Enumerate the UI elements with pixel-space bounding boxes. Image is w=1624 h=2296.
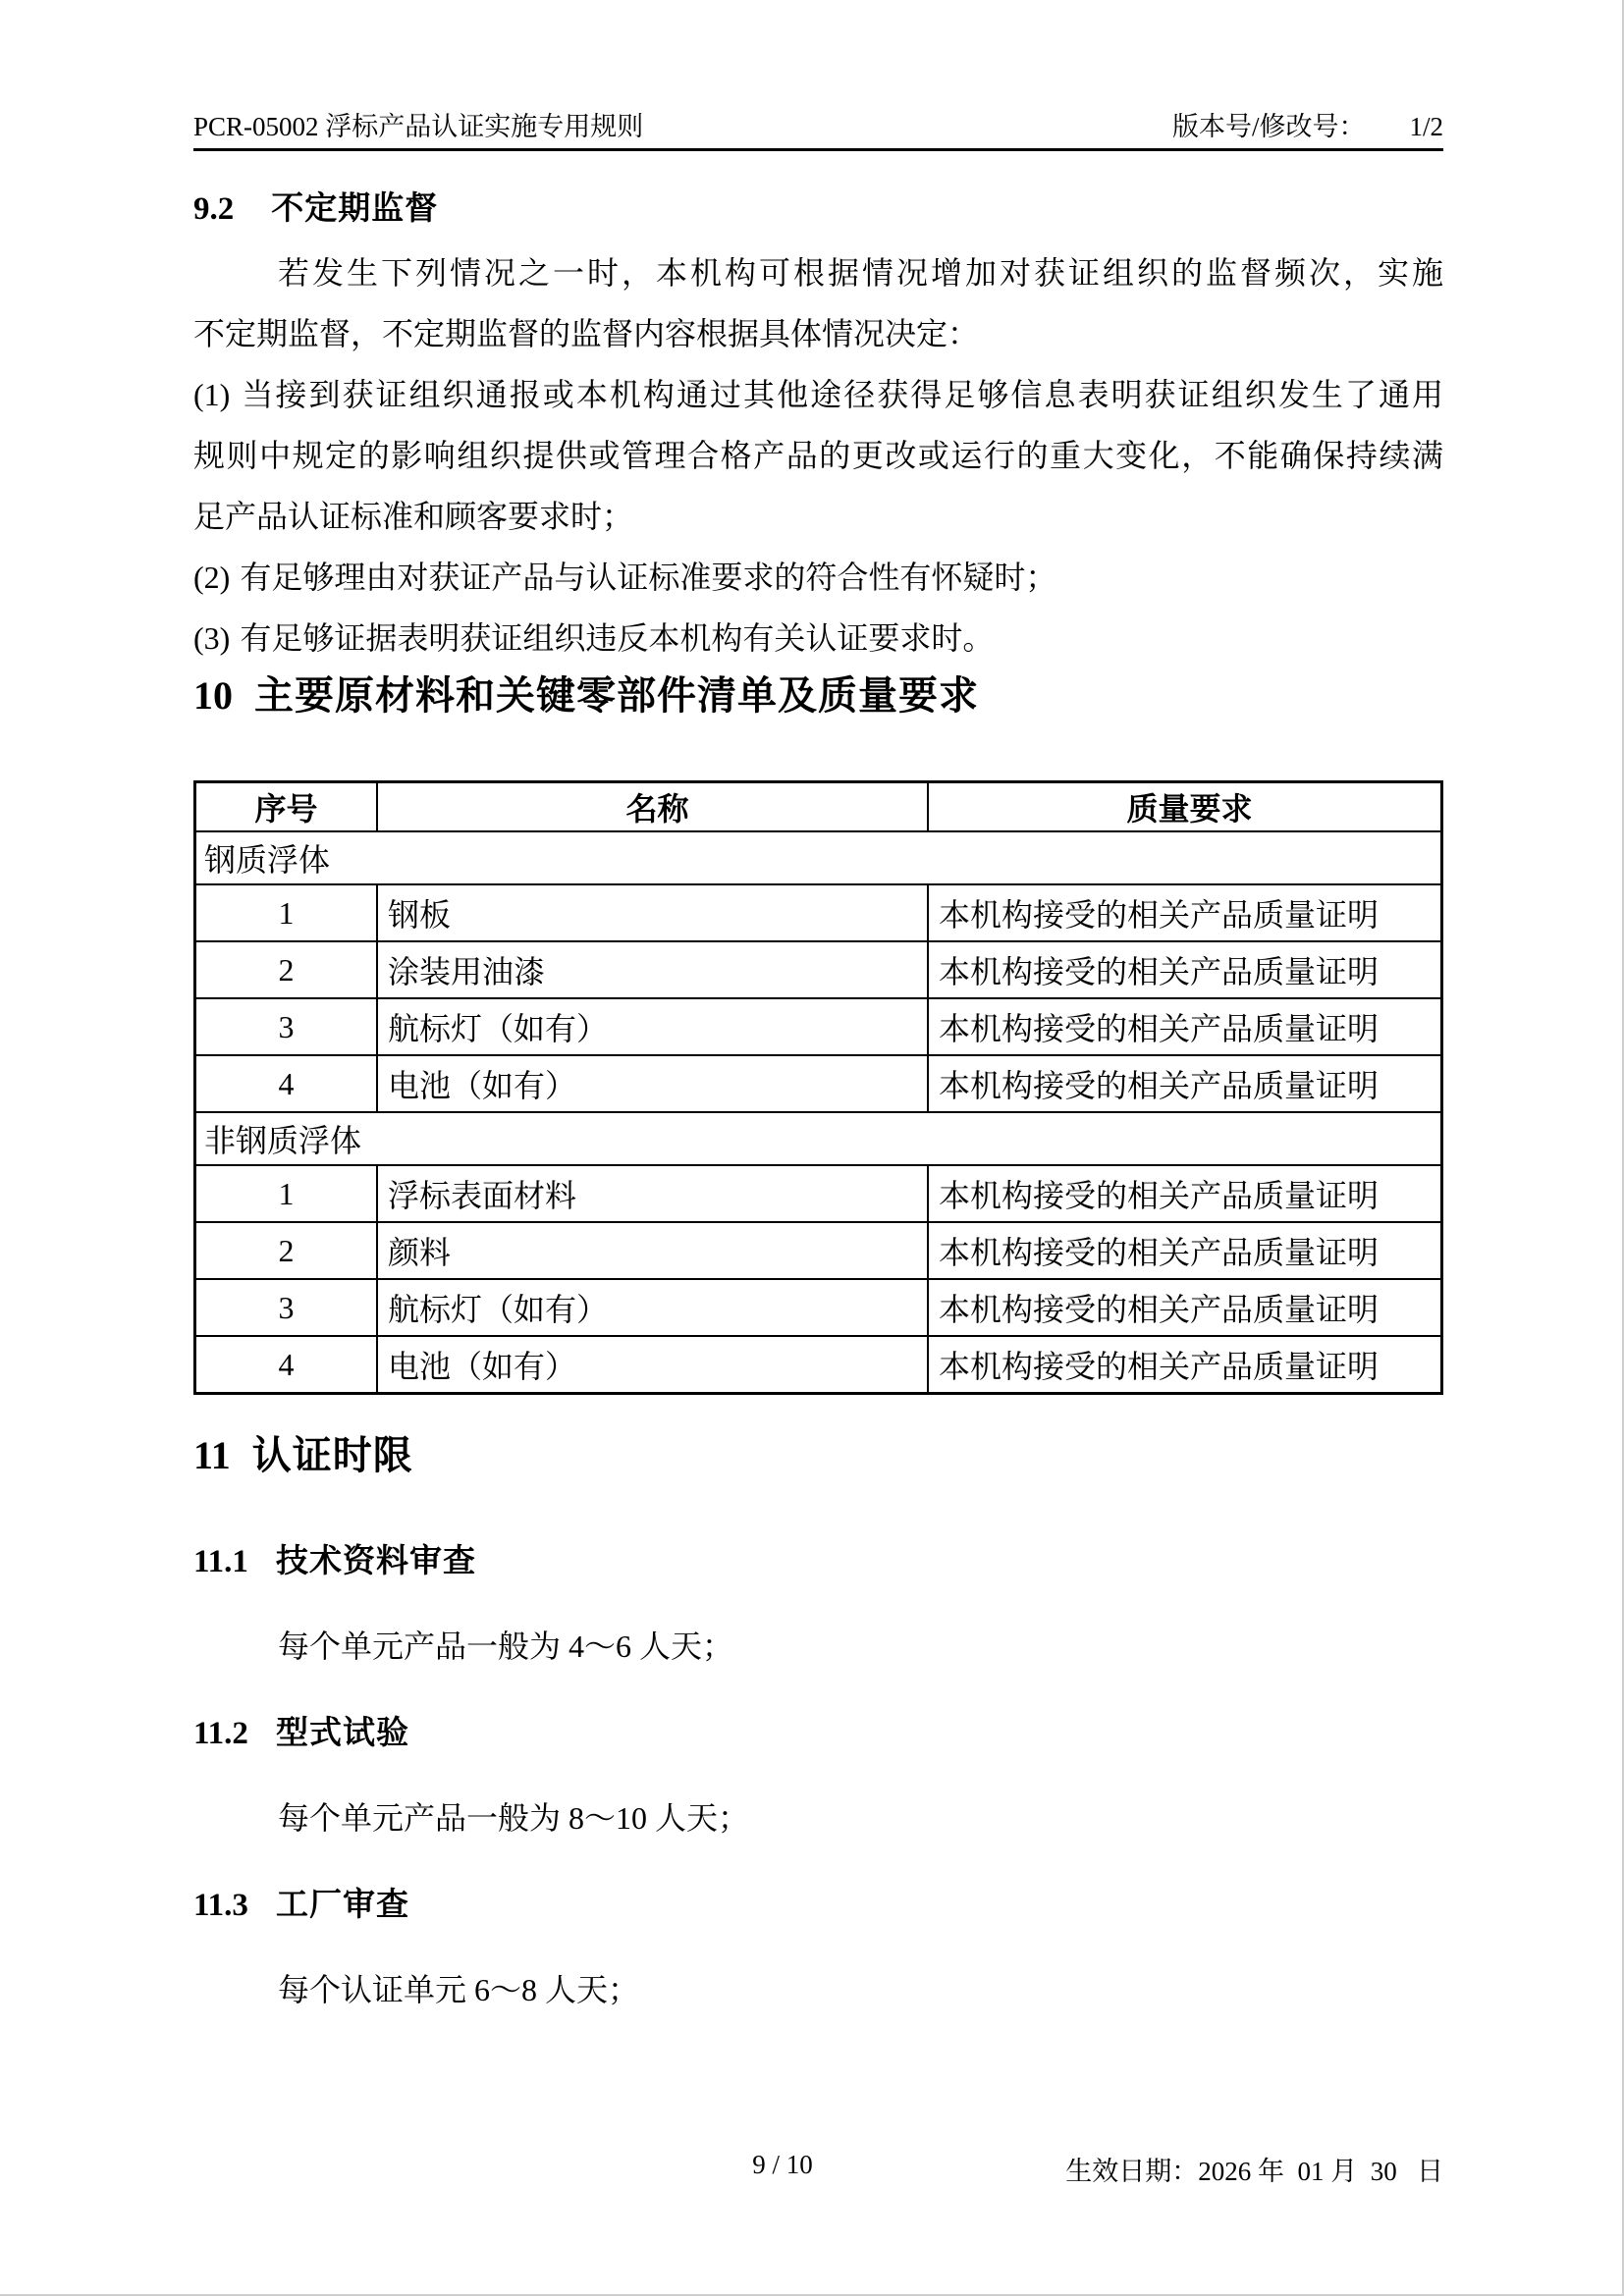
intro-line-2: 不定期监督，不定期监督的监督内容根据具体情况决定： <box>193 316 980 351</box>
table-header-row <box>195 782 1442 832</box>
table-row <box>195 1279 1442 1336</box>
table-row <box>195 884 1442 941</box>
cell-no: 4 <box>195 1336 378 1394</box>
cell-req: 本机构接受的相关产品质量证明 <box>928 998 1442 1055</box>
list-item-3 <box>193 608 1443 668</box>
section-9-2-number: 9.2 <box>193 191 235 227</box>
list-item-1-line-3: 足产品认证标准和顾客要求时； <box>193 499 634 534</box>
column-header-no: 序号 <box>195 782 378 832</box>
version-value: 1/2 <box>1409 112 1443 141</box>
cell-name: 颜料 <box>377 1222 928 1279</box>
cell-name: 航标灯（如有） <box>377 998 928 1055</box>
section-11-2-title: 型式试验 <box>275 1714 409 1750</box>
cell-name: 航标灯（如有） <box>377 1279 928 1336</box>
table-row <box>195 941 1442 998</box>
cell-no: 1 <box>195 1165 378 1222</box>
cell-req: 本机构接受的相关产品质量证明 <box>928 884 1442 941</box>
cell-name: 电池（如有） <box>377 1336 928 1394</box>
cell-name: 涂装用油漆 <box>377 941 928 998</box>
section-10-title: 主要原材料和关键零部件清单及质量要求 <box>254 674 979 718</box>
section-11-heading <box>193 1430 1443 1481</box>
doc-title: PCR-05002 浮标产品认证实施专用规则 <box>193 112 644 141</box>
cell-no: 4 <box>195 1055 378 1112</box>
item-2-marker: (2) <box>193 560 231 595</box>
page-content <box>193 108 1443 2011</box>
table-row <box>195 1165 1442 1222</box>
item-3-marker: (3) <box>193 620 231 656</box>
section-11-2-body: 每个单元产品一般为 8～10 人天； <box>278 1800 750 1836</box>
section-11-1-heading <box>193 1539 1443 1583</box>
item-3-text: 有足够证据表明获证组织违反本机构有关认证要求时。 <box>240 620 995 656</box>
table-row <box>195 998 1442 1055</box>
cell-req: 本机构接受的相关产品质量证明 <box>928 941 1442 998</box>
section-11-3-body: 每个认证单元 6～8 人天； <box>278 1972 640 2007</box>
section-11-1-body: 每个单元产品一般为 4～6 人天； <box>278 1629 734 1664</box>
section-11-2-number: 11.2 <box>193 1716 248 1751</box>
section-9-2-heading <box>193 187 1443 231</box>
list-item-1-line-1 <box>193 364 1443 425</box>
cell-req: 本机构接受的相关产品质量证明 <box>928 1055 1442 1112</box>
group-label-non-steel: 非钢质浮体 <box>195 1112 1442 1165</box>
section-11-3-heading <box>193 1883 1443 1927</box>
cell-no: 2 <box>195 1222 378 1279</box>
cell-no: 3 <box>195 1279 378 1336</box>
section-9-2-body <box>193 242 1443 668</box>
column-header-req: 质量要求 <box>928 782 1442 832</box>
cell-name: 电池（如有） <box>377 1055 928 1112</box>
group-row-steel <box>195 831 1442 884</box>
table-row <box>195 1055 1442 1112</box>
section-11-title: 认证时限 <box>251 1434 413 1477</box>
intro-line-1: 若发生下列情况之一时，本机构可根据情况增加对获证组织的监督频次，实施 <box>278 255 1443 291</box>
section-9-2-title: 不定期监督 <box>271 189 439 226</box>
version-info <box>1172 108 1443 145</box>
running-header <box>193 108 1443 151</box>
effective-date: 生效日期：2026 年 01 月 30 日 <box>1065 2157 1443 2186</box>
group-row-non-steel <box>195 1112 1442 1165</box>
section-10-heading <box>193 670 1443 721</box>
item-1-text-1: 当接到获证组织通报或本机构通过其他途径获得足够信息表明获证组织发生了通用 <box>240 377 1443 412</box>
cell-name: 浮标表面材料 <box>377 1165 928 1222</box>
column-header-name: 名称 <box>377 782 928 832</box>
cell-no: 3 <box>195 998 378 1055</box>
cell-req: 本机构接受的相关产品质量证明 <box>928 1336 1442 1394</box>
group-label-steel: 钢质浮体 <box>195 831 1442 884</box>
section-11-2-heading <box>193 1711 1443 1755</box>
section-10-number: 10 <box>193 673 233 718</box>
section-11-1-number: 11.1 <box>193 1544 248 1579</box>
list-item-2 <box>193 547 1443 608</box>
page-number: 9 / 10 <box>752 2150 813 2179</box>
section-11-3-title: 工厂审查 <box>275 1886 409 1922</box>
section-11-3-number: 11.3 <box>193 1888 248 1923</box>
cell-req: 本机构接受的相关产品质量证明 <box>928 1222 1442 1279</box>
section-11-1-title: 技术资料审查 <box>275 1542 476 1578</box>
version-label: 版本号/修改号： <box>1171 112 1366 141</box>
page-footer <box>0 2150 1624 2189</box>
cell-no: 1 <box>195 884 378 941</box>
cell-name: 钢板 <box>377 884 928 941</box>
cell-no: 2 <box>195 941 378 998</box>
section-11-number: 11 <box>193 1433 231 1477</box>
cell-req: 本机构接受的相关产品质量证明 <box>928 1165 1442 1222</box>
item-2-text: 有足够理由对获证产品与认证标准要求的符合性有怀疑时； <box>240 560 1057 595</box>
list-item-1-line-2: 规则中规定的影响组织提供或管理合格产品的更改或运行的重大变化，不能确保持续满 <box>193 438 1443 473</box>
table-row <box>195 1222 1442 1279</box>
item-1-marker: (1) <box>193 377 231 412</box>
materials-table <box>193 780 1443 1395</box>
cell-req: 本机构接受的相关产品质量证明 <box>928 1279 1442 1336</box>
table-row <box>195 1336 1442 1394</box>
